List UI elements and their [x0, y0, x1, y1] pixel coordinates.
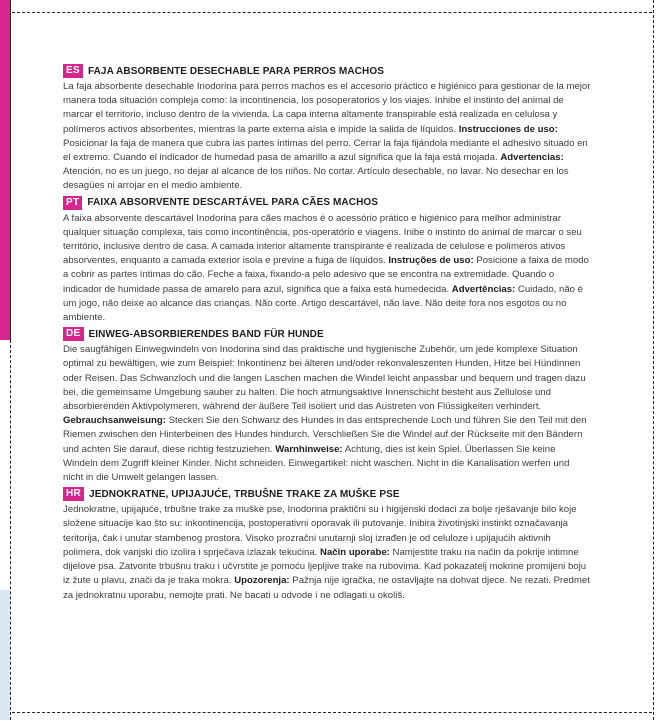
- instructions-text: Posicione a faixa de modo a cobrir as partes íntimas do cão. Feche a faixa, fixando-a pelo adesivo que se encontra na extremidade. Quando o indicador de humidade passa de amarelo para azul, significa que a faixa está humedecida.: [63, 255, 589, 295]
- blue-corner-shape: [0, 590, 10, 720]
- section-body: [63, 80, 591, 194]
- instructions-text: Namjestite traku na način da pokrije intimne dijelove psa. Zatvorite trbušnu traku i učvrstite je pomoću ljepljive trake na rubovima. Kad pokazatelj mokrine promijeni boju iz žute u plavu, znači da je traka mokra.: [63, 546, 587, 587]
- instructions-text: Posicionar la faja de manera que cubra las partes íntimas del perro. Cerrar la faja fijándola mediante el adhesivo situado en el extremo. Cuando el indicador de humedad pasa de amarillo a azul significa que la faja está mojada.: [63, 137, 588, 164]
- language-badge: DE: [63, 327, 84, 341]
- intro-text: Jednokratne, upijajuće, trbušne trake za muške pse, Inodorina praktični su i higijenski dodaci za bolje rješavanje bilo koje složene situacije kao što su: inkontinencija, postoperativni oporavak ili putovanje. Inibira životinjski instinkt označavanja teritorija, čak i unutar stambenog prostora. Visoko prozračni unutarnji sloj izrađen je od celuloze i upijajućih aktivnih polimera, dok vanjski dio izolira i sprječava izlazak tekućina.: [63, 504, 577, 558]
- section-pt: [63, 195, 591, 326]
- instructions-label: Gebrauchsanweisung:: [63, 415, 166, 427]
- warnings-label: Advertencias:: [500, 152, 564, 164]
- section-title: EINWEG-ABSORBIERENDES BAND FÜR HUNDE: [88, 328, 324, 340]
- instructions-label: Način uporabe:: [320, 546, 390, 558]
- section-title: JEDNOKRATNE, UPIJAJUĆE, TRBUŠNE TRAKE ZA MUŠKE PSE: [89, 488, 400, 500]
- section-body: [63, 503, 591, 602]
- section-hr: [63, 486, 591, 602]
- instructions-label: Instrucciones de uso:: [458, 123, 558, 135]
- section-heading: [63, 326, 591, 342]
- section-body: [63, 212, 591, 326]
- instructions-text: Stecken Sie den Schwanz des Hundes in das entsprechende Loch und führen Sie den Teil mit den Riemen zwischen den Hinterbeinen des Hundes hindurch. Verschließen Sie die Windel auf der Rückseite mit den Bändern und achten Sie darauf, diese richtig festzuziehen.: [63, 415, 587, 455]
- intro-text: Die saugfähigen Einwegwindeln von Inodorina sind das praktische und hygienische Zubehör, um jede komplexe Situation optimal zu bewältigen, wie zum Beispiel: Inkontinenz bei älteren und/oder rekonvaleszenten Hunden, Hitze bei Hündinnen oder Reisen. Das Schwanzloch und die langen Laschen machen die Windel leicht anpassbar und bequem und tragen dazu bei, die gemeinsame Umgebung sauber zu halten. Die hoch atmungsaktive Innenschicht besteht aus Zellulose und absorbierenden Aktivpolymeren, während der äußere Teil isoliert und das Austreten von Flüssigkeiten verhindert.: [63, 344, 586, 413]
- language-badge: ES: [63, 64, 83, 78]
- left-fold-line: [10, 340, 11, 720]
- language-badge: HR: [63, 487, 84, 501]
- section-heading: [63, 486, 591, 502]
- warnings-label: Advertências:: [451, 283, 516, 295]
- intro-text: A faixa absorvente descartável Inodorina para cães machos é o acessório prático e higiénico para melhor administrar qualquer situação complexa, tais como incontinência, pós-operatório e viagens. Inibe o instinto do animal de marcar o seu território, inclusive dentro de casa. A camada interior altamente transpirante é realizada de celulose e polímeros ativos absorventes, enquanto a camada exterior isola e previne a fuga de líquidos.: [63, 212, 582, 267]
- section-body: [63, 343, 591, 485]
- warnings-text: Cuidado, não é um jogo, não deixe ao alcance das crianças. Não corte. Artigo descartável, não lave. Não deite fora nos esgotos ou no ambiente.: [63, 283, 583, 324]
- section-title: FAJA ABSORBENTE DESECHABLE PARA PERROS MACHOS: [87, 65, 384, 77]
- warnings-label: Upozorenja:: [234, 575, 290, 587]
- bottom-fold-line: [12, 712, 652, 713]
- warnings-text: Pažnja nije igračka, ne ostavljajte na dohvat djece. Ne rezati. Predmet za jednokratnu uporabu, nemojte prati. Ne bacati u odvode i ne odlagati u okoliš.: [63, 575, 590, 601]
- right-fold-line: [653, 0, 654, 720]
- warnings-text: Atención, no es un juego, no dejar al alcance de los niños. No cortar. Artículo desechable, no lavar. No desechar en los desagües ni arrojar en el medio ambiente.: [63, 166, 569, 192]
- instructions-label: Instruções de uso:: [388, 255, 474, 267]
- section-heading: [63, 195, 591, 211]
- section-heading: [63, 63, 591, 79]
- magenta-edge-bar: [0, 0, 10, 340]
- intro-text: La faja absorbente desechable Inodorina para perros machos es el accesorio práctico e higiénico para gestionar de la mejor manera toda situación compleja como: la incontinencia, los posoperatorios y los viajes. Inhibe el instinto del animal de marcar el territorio, incluso dentro de la vivienda. La capa interna altamente transpirable está realizada en celulosa y polímeros activos absorbentes, mientras la parte externa aísla e impide la salida de líquidos.: [63, 81, 591, 135]
- top-fold-line: [12, 12, 652, 13]
- language-badge: PT: [63, 196, 82, 210]
- section-title: FAIXA ABSORVENTE DESCARTÁVEL PARA CÃES MACHOS: [87, 197, 379, 209]
- section-de: [63, 326, 591, 485]
- warnings-label: Warnhinweise:: [275, 443, 343, 455]
- left-cut-line: [10, 0, 11, 340]
- section-es: [63, 63, 591, 194]
- warnings-text: Achtung, dies ist kein Spiel. Überlassen Sie keine Windeln dem Zugriff kleiner Kinder. Nicht schneiden. Einwegartikel: nicht waschen. Nicht in die Kanalisation werfen und nicht in die Umwelt gelangen lassen.: [63, 443, 570, 484]
- multilingual-text-block: [63, 63, 591, 604]
